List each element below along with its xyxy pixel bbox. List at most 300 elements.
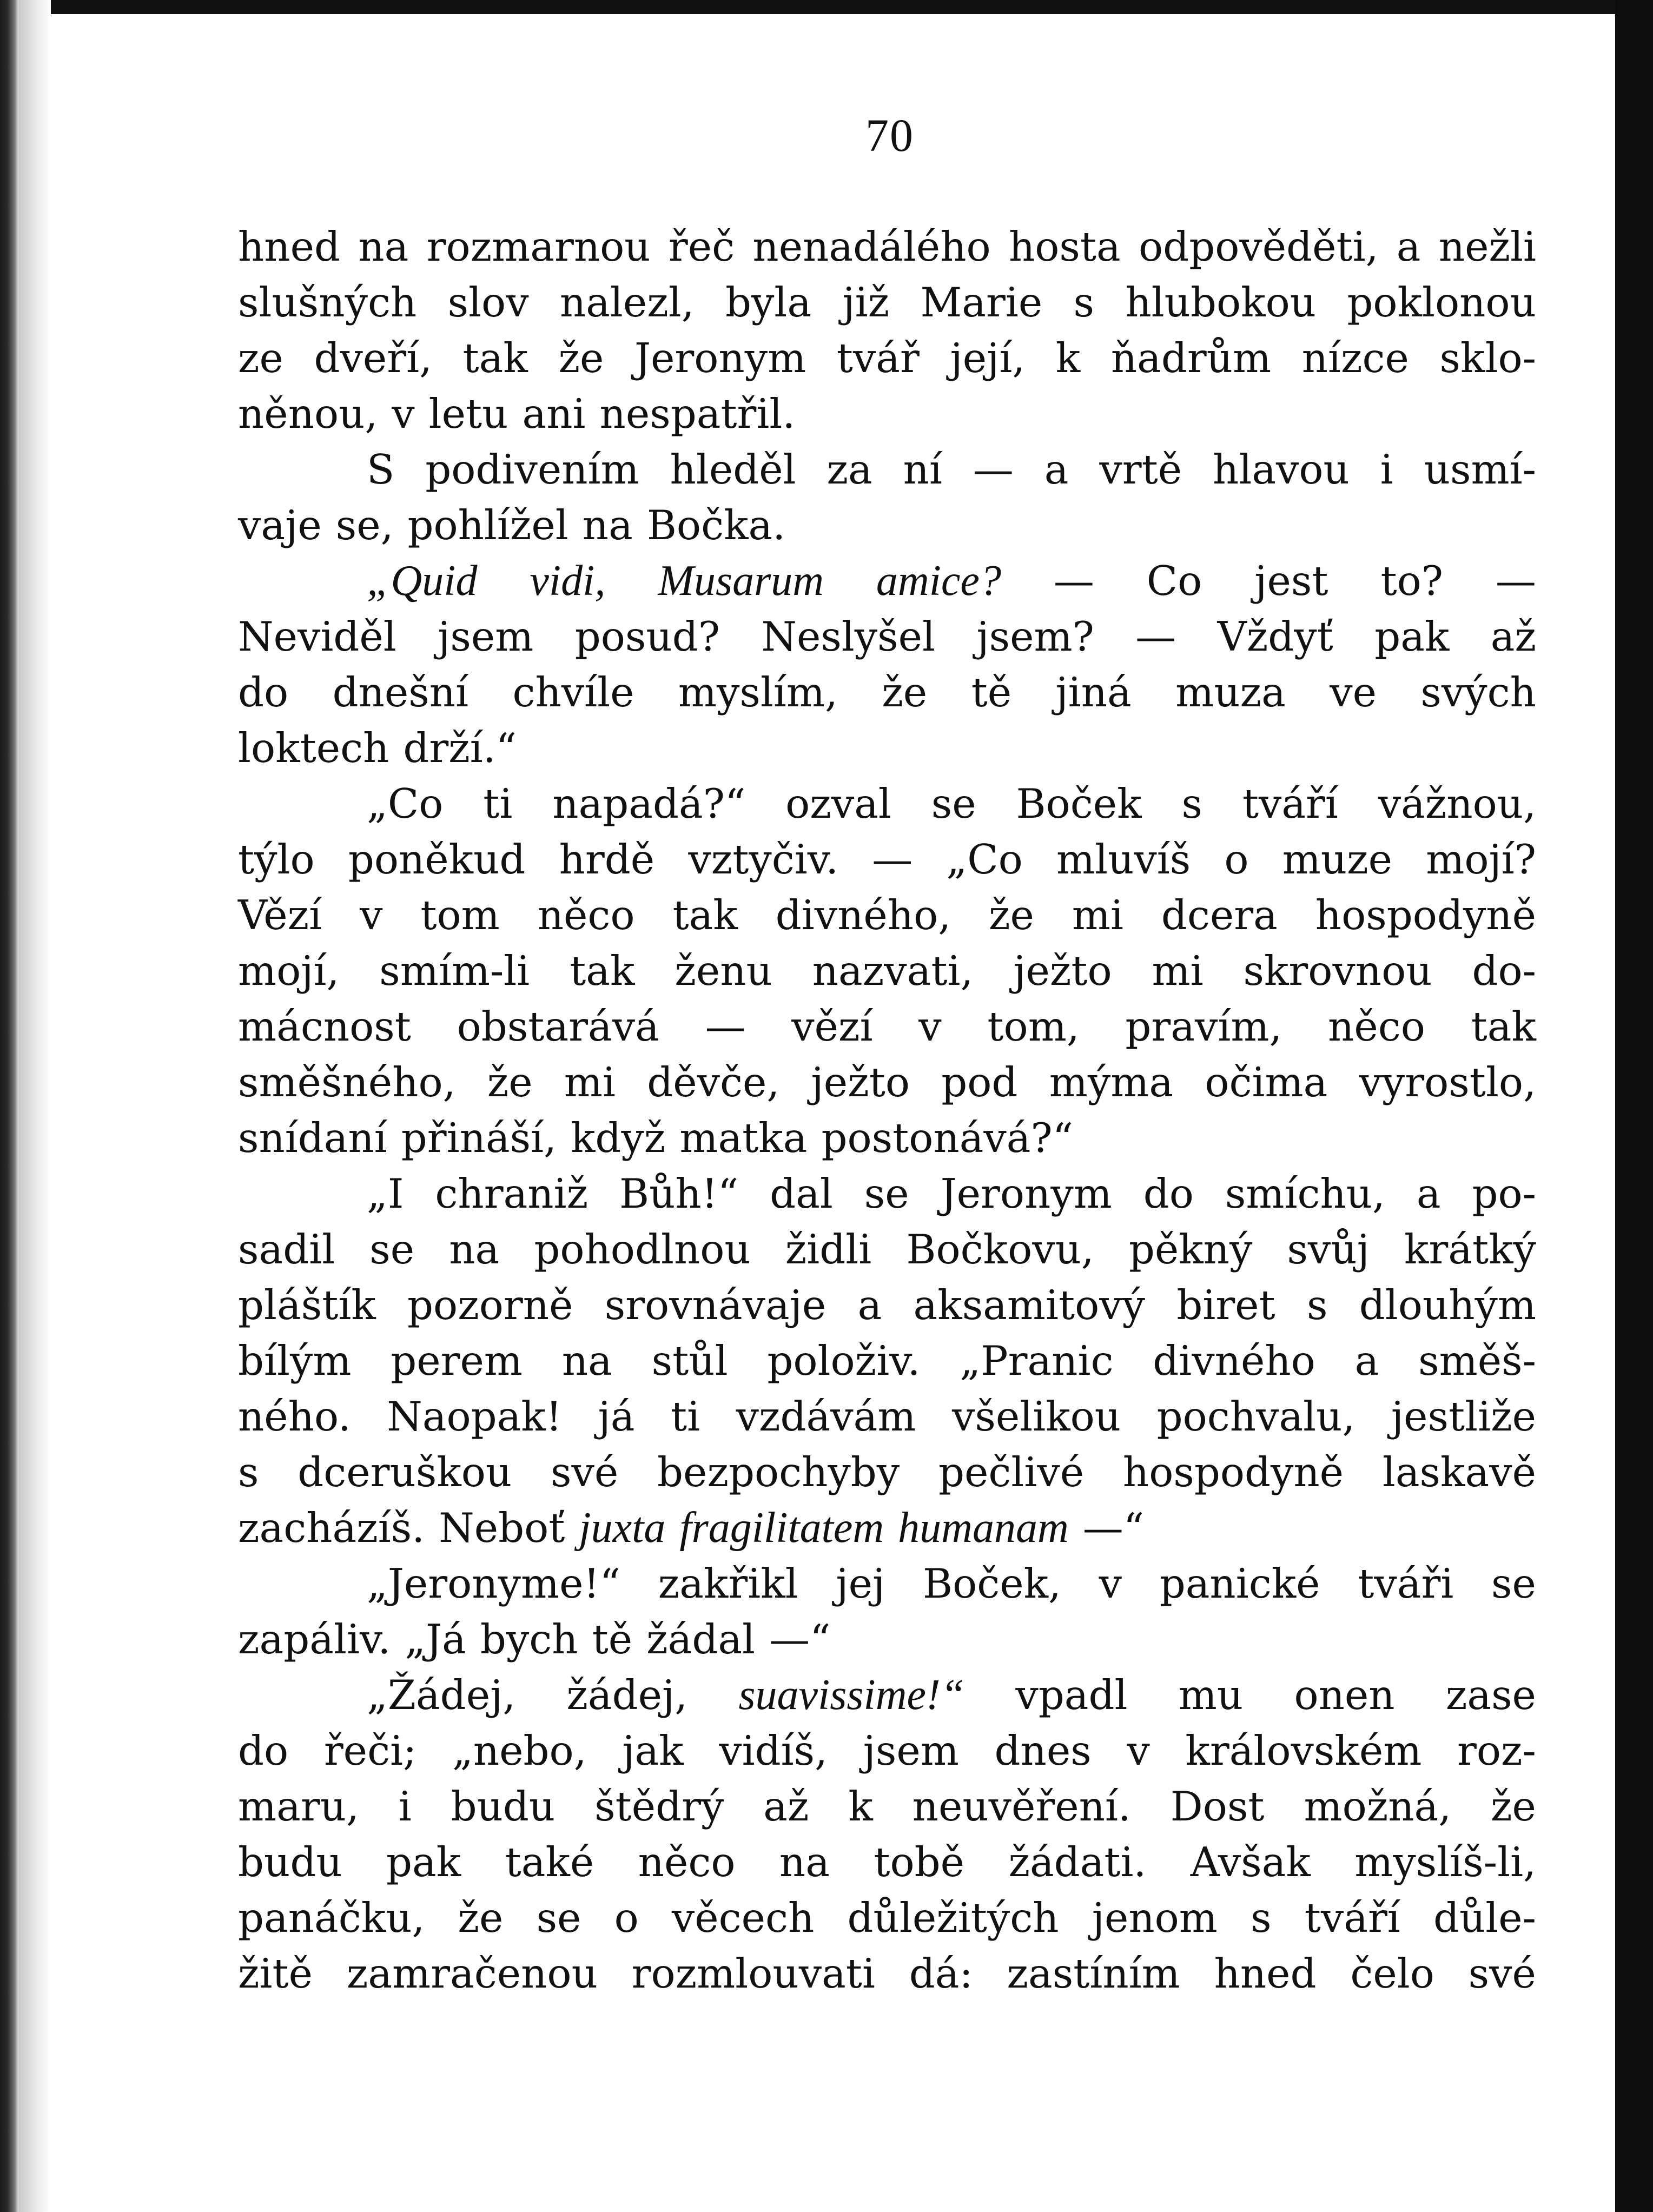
word: jsem? xyxy=(976,613,1094,660)
word: panické xyxy=(1159,1560,1320,1607)
word: chvíle xyxy=(512,668,634,716)
word: očima xyxy=(1205,1058,1328,1106)
word: již xyxy=(842,279,890,326)
word: „Pranic xyxy=(960,1337,1114,1385)
word: tom xyxy=(420,891,500,939)
word: divného, xyxy=(775,891,951,939)
word: hleděl xyxy=(670,446,796,493)
text-line xyxy=(238,1277,1536,1333)
word: neuvěření. xyxy=(912,1783,1131,1830)
scan-border-left xyxy=(0,0,18,2212)
word: řeč xyxy=(668,223,735,270)
word: ze xyxy=(238,334,283,382)
word: zapáliv. xyxy=(238,1615,391,1663)
word: královském xyxy=(1185,1727,1422,1774)
word: snídaní xyxy=(238,1114,387,1162)
text-line xyxy=(238,1055,1536,1110)
word: Jeronym xyxy=(940,1170,1112,1217)
word: dveří, xyxy=(314,334,432,382)
word: dnes xyxy=(994,1727,1092,1774)
word: Neviděl xyxy=(238,613,396,660)
word: —“ xyxy=(769,1615,831,1663)
word: do xyxy=(238,1727,289,1774)
word: slušných xyxy=(238,279,417,326)
word: všelikou xyxy=(951,1393,1121,1440)
word: ti xyxy=(483,780,513,827)
word: ozval xyxy=(785,780,891,827)
word: ve xyxy=(1330,668,1377,716)
word: do xyxy=(238,668,289,716)
word: že xyxy=(1490,1783,1536,1830)
word: nazvati, xyxy=(812,947,974,995)
word: Neslyšel xyxy=(761,613,936,660)
word: nespatřil. xyxy=(599,390,796,438)
word: ného. xyxy=(238,1393,351,1440)
word: pak xyxy=(1374,613,1450,660)
word: tváři xyxy=(1358,1560,1454,1607)
body-text xyxy=(238,219,1536,2002)
word: ježto xyxy=(811,1058,910,1106)
word: chraniž xyxy=(435,1170,589,1217)
word: matka xyxy=(679,1114,808,1162)
word: o xyxy=(614,1894,639,1942)
word: vzdávám xyxy=(736,1393,916,1440)
word: smíchu, xyxy=(1225,1170,1385,1217)
word: „Co xyxy=(946,836,1023,883)
word: panáčku, xyxy=(238,1894,425,1942)
word: že xyxy=(487,1058,533,1106)
word: Musarum xyxy=(658,557,824,605)
word: sklo- xyxy=(1439,334,1536,382)
word: vztyčiv. xyxy=(688,836,839,883)
word: bezpochyby xyxy=(657,1448,900,1496)
word: se xyxy=(536,1894,581,1942)
word: podivením xyxy=(425,446,639,493)
word: dal xyxy=(770,1170,833,1217)
word: loktech xyxy=(238,724,389,772)
word: ti xyxy=(671,1393,700,1440)
word: aksamitový xyxy=(913,1281,1146,1329)
word: nenadálého xyxy=(752,223,991,270)
text-line xyxy=(238,1612,1536,1667)
word: pod xyxy=(941,1058,1018,1106)
word: pečlivé xyxy=(938,1448,1085,1496)
word: nízce xyxy=(1301,334,1409,382)
word: hospodyně xyxy=(1122,1448,1344,1496)
word: ženu xyxy=(675,947,772,995)
word: hned xyxy=(238,223,341,270)
word: — xyxy=(1135,613,1176,660)
word: v xyxy=(360,891,383,939)
text-line xyxy=(238,888,1536,943)
word: možná, xyxy=(1304,1783,1452,1830)
word: tak xyxy=(570,947,635,995)
word: na xyxy=(449,1226,500,1273)
word: něco xyxy=(638,1838,736,1886)
word: muze xyxy=(1282,836,1393,883)
text-line xyxy=(238,1890,1536,1946)
word: — xyxy=(973,446,1014,493)
word: rozmlouvati xyxy=(631,1950,875,1997)
word: se xyxy=(369,1226,415,1273)
word: Marie xyxy=(920,279,1043,326)
word: na xyxy=(582,501,633,549)
word: „Quid xyxy=(367,557,478,605)
word: hlubokou xyxy=(1125,279,1317,326)
word: vězí xyxy=(791,1003,873,1050)
word: k xyxy=(848,1783,873,1830)
text-line xyxy=(238,665,1536,720)
word: až xyxy=(1490,613,1536,660)
word: juxta xyxy=(579,1504,666,1552)
word: se xyxy=(1491,1560,1536,1607)
word: mluvíš xyxy=(1056,836,1191,883)
word: pohodlnou xyxy=(534,1226,751,1273)
word: o xyxy=(1224,836,1249,883)
word: s xyxy=(1073,279,1095,326)
scan-border-top xyxy=(0,0,1653,14)
word: ní xyxy=(903,446,942,493)
word: a xyxy=(857,1281,882,1329)
word: pravím, xyxy=(1125,1003,1282,1050)
word: svůj xyxy=(1287,1226,1370,1273)
word: že xyxy=(989,891,1034,939)
word: Vždyť xyxy=(1217,613,1333,660)
page-gutter-shadow xyxy=(18,0,51,2212)
word: tě xyxy=(592,1615,633,1663)
word: suavissime!“ xyxy=(738,1671,965,1719)
word: Bůh!“ xyxy=(619,1170,739,1217)
text-line xyxy=(238,999,1536,1055)
word: mojí? xyxy=(1426,836,1536,883)
word: krátký xyxy=(1404,1226,1536,1273)
text-line xyxy=(238,442,1536,498)
word: pochvalu, xyxy=(1156,1393,1356,1440)
word: směšného, xyxy=(238,1058,456,1106)
word: na xyxy=(561,1337,612,1385)
word: Bočka. xyxy=(646,501,786,549)
word: srovnávaje xyxy=(604,1281,826,1329)
word: muza xyxy=(1175,668,1286,716)
word: že xyxy=(458,1894,504,1942)
word: tváří xyxy=(1242,780,1338,827)
word: své xyxy=(1468,1950,1536,1997)
word: Avšak xyxy=(1190,1838,1311,1886)
word: tvář xyxy=(836,334,920,382)
word: tváří xyxy=(1304,1894,1400,1942)
text-line xyxy=(238,1834,1536,1890)
word: pak xyxy=(386,1838,461,1886)
word: fragilitatem xyxy=(679,1504,884,1552)
word: vaje xyxy=(238,501,322,549)
word: „nebo, xyxy=(452,1727,587,1774)
word: „Žádej, xyxy=(367,1671,516,1719)
word: bych xyxy=(480,1615,578,1663)
word: odpověděti, xyxy=(1139,223,1379,270)
word: po- xyxy=(1472,1170,1536,1217)
word: položiv. xyxy=(767,1337,921,1385)
word: tak xyxy=(1471,1003,1536,1050)
word: tak xyxy=(462,334,528,382)
word: své xyxy=(551,1448,619,1496)
word: důležitých xyxy=(847,1894,1059,1942)
word: tom, xyxy=(987,1003,1080,1050)
word: mi xyxy=(1152,947,1204,995)
word: Naopak! xyxy=(387,1393,562,1440)
word: její, xyxy=(950,334,1026,382)
word: biret xyxy=(1176,1281,1275,1329)
word: čelo xyxy=(1350,1950,1434,1997)
word: drží.“ xyxy=(403,724,517,772)
word: v xyxy=(1099,1560,1122,1607)
word: laskavě xyxy=(1382,1448,1536,1496)
word: dnešní xyxy=(332,668,469,716)
word: pohlížel xyxy=(407,501,568,549)
word: — xyxy=(1495,557,1536,605)
word: také xyxy=(505,1838,594,1886)
word: jsem xyxy=(438,613,534,660)
word: řeči; xyxy=(323,1727,417,1774)
word: mýma xyxy=(1049,1058,1174,1106)
word: i xyxy=(1380,446,1393,493)
word: Vězí xyxy=(238,891,322,939)
word: sadil xyxy=(238,1226,335,1273)
word: humanam xyxy=(898,1504,1069,1552)
scan-border-right xyxy=(1615,0,1653,2212)
word: roz- xyxy=(1457,1727,1536,1774)
word: něco xyxy=(1328,1003,1425,1050)
word: na xyxy=(358,223,409,270)
word: vrtě xyxy=(1099,446,1182,493)
word: že xyxy=(882,668,928,716)
word: svých xyxy=(1420,668,1536,716)
word: zamračenou xyxy=(346,1950,598,1997)
word: židli xyxy=(785,1226,872,1273)
text-line xyxy=(238,1333,1536,1389)
word: vyrostlo, xyxy=(1359,1058,1536,1106)
word: něco xyxy=(537,891,635,939)
word: do xyxy=(1143,1170,1194,1217)
word: žádej, xyxy=(566,1671,688,1719)
word: žádati. xyxy=(1008,1838,1147,1886)
word: s xyxy=(1181,780,1202,827)
word: Neboť xyxy=(439,1504,565,1552)
text-line xyxy=(238,386,1536,442)
word: do- xyxy=(1472,947,1536,995)
word: i xyxy=(398,1783,412,1830)
word: —“ xyxy=(1082,1504,1145,1552)
page-number: 70 xyxy=(865,109,914,161)
text-line xyxy=(238,553,1536,609)
word: zakřikl xyxy=(658,1560,798,1607)
word: onen xyxy=(1294,1671,1395,1719)
word: tě xyxy=(971,668,1012,716)
word: jiná xyxy=(1055,668,1132,716)
text-line xyxy=(238,1389,1536,1445)
word: hospodyně xyxy=(1315,891,1536,939)
word: se xyxy=(931,780,976,827)
word: vážnou, xyxy=(1378,780,1536,827)
word: amice? xyxy=(876,557,1001,605)
word: poklonou xyxy=(1347,279,1536,326)
word: mácnost xyxy=(238,1003,411,1050)
word: věcech xyxy=(671,1894,815,1942)
word: hosta xyxy=(1008,223,1121,270)
word: postonává?“ xyxy=(821,1114,1074,1162)
word: — xyxy=(705,1003,746,1050)
word: vpadl xyxy=(1015,1671,1128,1719)
text-line xyxy=(238,720,1536,776)
word: dceruškou xyxy=(297,1448,512,1496)
text-line xyxy=(238,1779,1536,1834)
text-line xyxy=(238,1222,1536,1277)
word: jest xyxy=(1254,557,1328,605)
word: v xyxy=(392,390,415,438)
text-line xyxy=(238,1166,1536,1222)
word: — xyxy=(1053,557,1094,605)
word: v xyxy=(1127,1727,1150,1774)
word: nalezl, xyxy=(559,279,695,326)
word: pozorně xyxy=(407,1281,573,1329)
word: dá: xyxy=(909,1950,973,1997)
word: v xyxy=(918,1003,942,1050)
word: stůl xyxy=(651,1337,728,1385)
word: mojí, xyxy=(238,947,340,995)
word: na xyxy=(779,1838,830,1886)
word: napadá?“ xyxy=(552,780,746,827)
word: jsem xyxy=(863,1727,959,1774)
word: důle- xyxy=(1433,1894,1536,1942)
word: mu xyxy=(1178,1671,1244,1719)
word: Bočkovu, xyxy=(906,1226,1094,1273)
word: s xyxy=(1251,1894,1272,1942)
word: obstarává xyxy=(457,1003,659,1050)
word: Dost xyxy=(1170,1783,1265,1830)
word: žitě xyxy=(238,1950,313,1997)
word: hrdě xyxy=(559,836,655,883)
word: bílým xyxy=(238,1337,352,1385)
word: děvče, xyxy=(647,1058,780,1106)
word: když xyxy=(570,1114,666,1162)
word: vidi, xyxy=(530,557,606,605)
word: jestliže xyxy=(1391,1393,1536,1440)
word: budu xyxy=(451,1783,556,1830)
word: k xyxy=(1055,334,1081,382)
word: slov xyxy=(447,279,529,326)
text-line xyxy=(238,1946,1536,2002)
word: „Co xyxy=(367,780,444,827)
word: mi xyxy=(1072,891,1123,939)
word: usmí- xyxy=(1424,446,1536,493)
word: „Jeronyme!“ xyxy=(367,1560,620,1607)
word: divného xyxy=(1153,1337,1315,1385)
word: dcera xyxy=(1161,891,1278,939)
word: hned xyxy=(1214,1950,1317,1997)
word: skrovnou xyxy=(1243,947,1432,995)
word: poněkud xyxy=(348,836,526,883)
word: nežli xyxy=(1438,223,1536,270)
word: maru, xyxy=(238,1783,359,1830)
word: myslím, xyxy=(678,668,838,716)
word: ňadrům xyxy=(1110,334,1272,382)
word: myslíš-li, xyxy=(1354,1838,1536,1886)
word: letu xyxy=(428,390,508,438)
word: byla xyxy=(725,279,812,326)
word: zacházíš. xyxy=(238,1504,425,1552)
word: dlouhým xyxy=(1359,1281,1536,1329)
word: ani xyxy=(522,390,586,438)
word: se, xyxy=(335,501,394,549)
word: a xyxy=(1044,446,1069,493)
text-line xyxy=(238,1723,1536,1779)
word: Boček, xyxy=(922,1560,1061,1607)
word: Co xyxy=(1146,557,1202,605)
word: směš- xyxy=(1418,1337,1536,1385)
word: Boček xyxy=(1016,780,1142,827)
text-line xyxy=(238,832,1536,888)
word: „I xyxy=(367,1170,404,1217)
word: jenom xyxy=(1092,1894,1218,1942)
word: zase xyxy=(1445,1671,1536,1719)
word: přináší, xyxy=(401,1114,557,1162)
word: něnou, xyxy=(238,390,378,438)
word: a xyxy=(1416,1170,1441,1217)
text-line xyxy=(238,1110,1536,1166)
text-line xyxy=(238,498,1536,553)
word: Jeronym xyxy=(634,334,806,382)
text-line xyxy=(238,330,1536,386)
word: tobě xyxy=(874,1838,965,1886)
text-line xyxy=(238,275,1536,330)
word: zastíním xyxy=(1007,1950,1180,1997)
text-line xyxy=(238,943,1536,999)
word: žádal xyxy=(646,1615,756,1663)
word: to? xyxy=(1380,557,1443,605)
word: a xyxy=(1396,223,1421,270)
word: smím-li xyxy=(379,947,530,995)
word: S xyxy=(367,446,395,493)
word: mi xyxy=(564,1058,616,1106)
word: s xyxy=(1306,1281,1328,1329)
word: a xyxy=(1354,1337,1379,1385)
word: že xyxy=(558,334,604,382)
word: ježto xyxy=(1013,947,1112,995)
word: — xyxy=(872,836,913,883)
word: štědrý xyxy=(594,1783,724,1830)
text-line xyxy=(238,1667,1536,1723)
text-line xyxy=(238,609,1536,665)
text-line xyxy=(238,1445,1536,1500)
word: rozmarnou xyxy=(426,223,651,270)
text-line xyxy=(238,776,1536,832)
word: pláštík xyxy=(238,1281,376,1329)
word: až xyxy=(763,1783,809,1830)
word: pěkný xyxy=(1128,1226,1253,1273)
word: se xyxy=(864,1170,909,1217)
word: s xyxy=(238,1448,259,1496)
word: jej xyxy=(836,1560,885,1607)
text-line xyxy=(238,1556,1536,1612)
word: perem xyxy=(391,1337,523,1385)
word: vidíš, xyxy=(719,1727,828,1774)
word: za xyxy=(826,446,872,493)
word: jak xyxy=(622,1727,684,1774)
text-line xyxy=(238,219,1536,275)
word: já xyxy=(598,1393,635,1440)
word: hlavou xyxy=(1213,446,1350,493)
word: tak xyxy=(672,891,738,939)
text-line xyxy=(238,1500,1536,1556)
